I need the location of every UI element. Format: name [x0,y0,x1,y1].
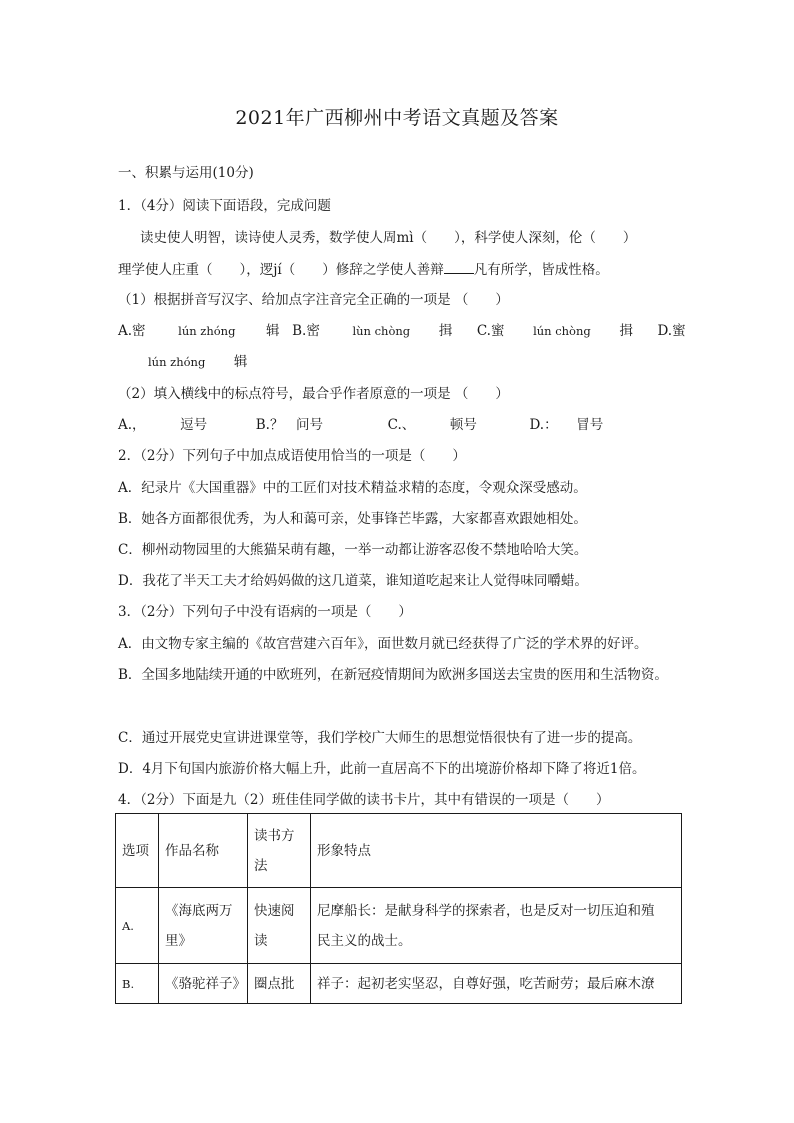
q1-paragraph-line2 [118,259,609,280]
reading-card-table [115,813,682,1004]
row-a-desc-line2: 民主义的战士。 [317,932,412,949]
q2-option-a: A．纪录片《大国重器》中的工匠们对技术精益求精的态度，令观众深受感动。 [118,480,587,496]
header-method [248,814,311,888]
q1-sub2: （2）填入横线中的标点符号，最合乎作者原意的一项是 （ ） [118,386,509,402]
row-a-method-line1: 快速阅 [254,902,295,919]
option-a-char: 辑 [266,323,280,339]
q1-sub1-options-cont [148,352,247,372]
fill-blank [444,259,474,274]
row-a-method-line2: 读 [254,932,268,949]
row-a-work-line1: 《海底两万 [165,902,233,919]
header-features: 形象特点 [311,814,682,888]
row-a-desc [311,888,682,964]
q2-option-b: B．她各方面都很优秀，为人和蔼可亲，处事锋芒毕露，大家都喜欢跟她相处。 [118,511,587,527]
sub2-option-d: D.： [529,417,558,433]
q1-paragraph-line1: 读史使人明智，读诗使人灵秀，数学使人周mì（ ），科学使人深刻，伦（ ） [140,230,637,246]
table-header-row [116,814,682,888]
header-method-line2: 法 [254,857,268,874]
q3-option-c: C．通过开展党史宣讲进课堂等，我们学校广大师生的思想觉悟很快有了进一步的提高。 [118,730,642,746]
q2-option-c: C．柳州动物园里的大熊猫呆萌有趣，一举一动都让游客忍俊不禁地哈哈大笑。 [118,542,588,558]
row-b-option: B. [116,964,159,1004]
sub2-option-b: B.？ [255,417,284,433]
q1-paragraph-text-a: 理学使人庄重（ ），逻jí（ ）修辞之学使人善辩 [118,262,444,278]
q3-option-d: D．4月下旬国内旅游价格大幅上升，此前一直居高不下的出境游价格却下降了将近1倍。 [118,761,646,777]
row-a-work-line2: 里》 [165,932,192,949]
question-4-stem: 4．（2分）下面是九（2）班佳佳同学做的读书卡片，其中有错误的一项是（ ） [118,792,610,808]
row-b-method: 圈点批 [248,964,311,1004]
option-d-label: D.蜜 [657,323,686,339]
option-b-char: 揖 [438,323,453,339]
q2-option-d: D．我花了半天工夫才给妈妈做的这几道菜，谁知道吃起来让人觉得味同嚼蜡。 [118,573,588,589]
q1-paragraph-text-b: 凡有所学，皆成性格。 [473,262,609,278]
row-b-work: 《骆驼祥子》 [159,964,248,1004]
header-option: 选项 [116,814,159,888]
row-a-desc-line1: 尼摩船长：是献身科学的探索者，也是反对一切压迫和殖 [317,902,655,919]
q1-sub1: （1）根据拼音写汉字、给加点字注音完全正确的一项是 （ ） [118,292,509,308]
q1-sub1-options [118,321,686,341]
option-a-pinyin: lún zhóng [178,324,236,338]
option-b-pinyin: lùn chòng [352,324,411,338]
table-row [116,964,682,1004]
question-2-stem: 2．（2分）下列句子中加点成语使用恰当的一项是（ ） [118,448,466,464]
option-c-pinyin: lún chòng [533,324,591,338]
question-3-stem: 3．（2分）下列句子中没有语病的一项是（ ） [118,604,412,620]
row-b-desc: 祥子：起初老实坚忍，自尊好强，吃苦耐劳；最后麻木潦 [311,964,682,1004]
question-1-stem: 1．（4分）阅读下面语段，完成问题 [118,198,331,214]
option-b-label: B.密 [292,323,320,339]
page-title: 2021年广西柳州中考语文真题及答案 [235,107,559,129]
header-work: 作品名称 [159,814,248,888]
sub2-option-a: A.， [118,417,146,433]
q3-option-a: A．由文物专家主编的《故宫营建六百年》，面世数月就已经获得了广泛的学术界的好评。 [118,636,648,652]
q3-option-b: B．全国多地陆续开通的中欧班列，在新冠疫情期间为欧洲多国送去宝贵的医用和生活物资。 [118,667,668,683]
header-method-line1: 读书方 [254,827,295,844]
row-a-method [248,888,311,964]
row-a-work [159,888,248,964]
section-heading: 一、积累与运用(10分) [118,165,254,181]
option-c-label: C.蜜 [476,323,505,339]
sub2-option-d-text: 冒号 [576,417,604,433]
option-d-char: 辑 [233,354,248,370]
q1-sub2-options [118,415,603,435]
option-d-pinyin: lún zhóng [148,355,206,369]
sub2-option-a-text: 逗号 [180,417,208,433]
sub2-option-b-text: 问号 [296,417,324,433]
sub2-option-c-text: 顿号 [449,417,477,433]
sub2-option-c: C.、 [387,417,416,433]
option-c-char: 揖 [619,323,633,339]
option-a-label: A.密 [118,323,146,339]
table-row [116,888,682,964]
row-a-option: A. [116,888,159,964]
